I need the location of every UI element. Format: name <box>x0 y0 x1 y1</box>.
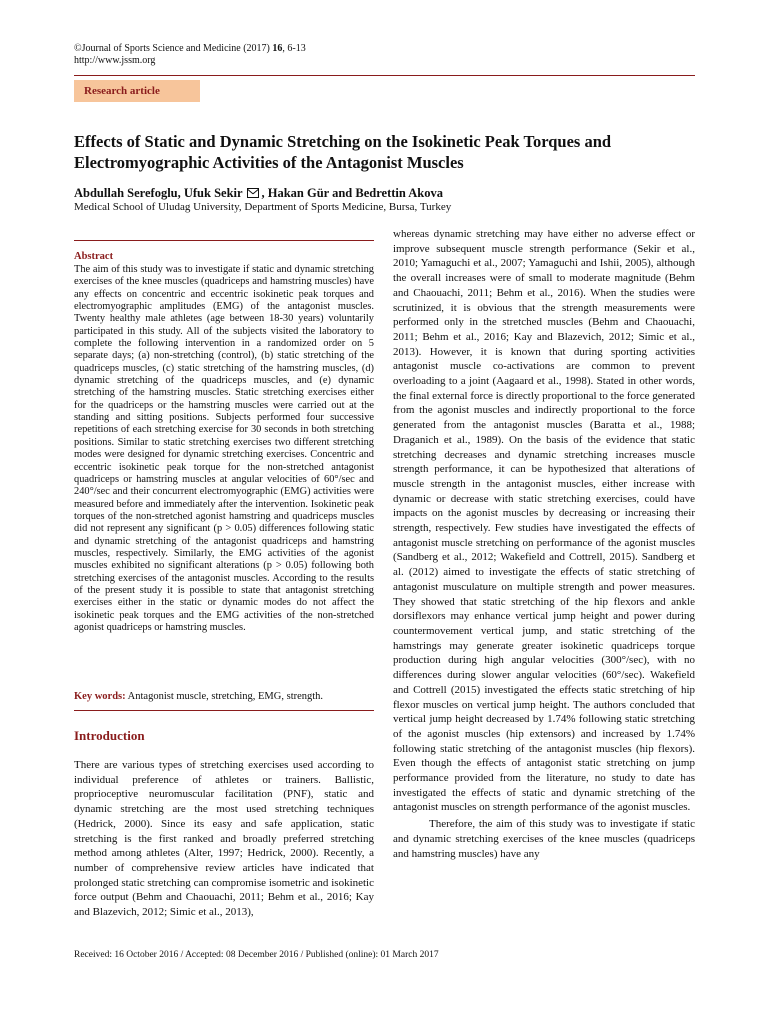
article-type-badge: Research article <box>74 80 200 102</box>
authors-second: , Hakan Gür and Bedrettin Akova <box>261 186 443 200</box>
keywords-text: Antagonist muscle, stretching, EMG, strength. <box>125 691 324 702</box>
journal-prefix: ©Journal of Sports Science and Medicine (2017) <box>74 43 273 54</box>
author-list <box>74 185 443 201</box>
keywords <box>74 690 374 703</box>
keywords-label: Key words: <box>74 691 126 702</box>
affiliation: Medical School of Uludag University, Department of Sports Medicine, Bursa, Turkey <box>74 201 452 213</box>
journal-volume: 16 <box>272 43 283 54</box>
journal-url[interactable]: http://www.jssm.org <box>74 55 156 66</box>
journal-pages: , 6-13 <box>282 43 306 54</box>
publication-dates: Received: 16 October 2016 / Accepted: 08 December 2016 / Published (online): 01 March 2017 <box>74 950 439 960</box>
right-column <box>393 227 695 861</box>
right-column-paragraph-2: Therefore, the aim of this study was to investigate if static and dynamic stretching exercises of the knee muscles (quadriceps and hamstring muscles) have any <box>393 818 695 860</box>
header-divider <box>74 75 695 76</box>
abstract-heading: Abstract <box>74 251 114 262</box>
abstract-text: The aim of this study was to investigate if static and dynamic stretching exercises of the knee muscles (quadriceps and hamstring muscles) have any effects on concentric and eccentric isokinetic peak torques and electromyographic amplitudes (EMG) of the antagonist muscles. Twenty healthy male athletes (age between 18-30 years) voluntarily participated in this study. All of the subjects visited the laboratory to complete the following intervention in a randomized order on 5 separate days; (a) non-stretching (control), (b) static stretching of the quadriceps muscles, (c) static stretching of the hamstring muscles, (d) dynamic stretching of the quadriceps muscles, and (e) dynamic stretching of the hamstring muscles. Static stretching exercises either for the quadriceps or the hamstring muscles were carried out at the standing and sitting positions. Subjects performed four successive repetitions of each stretching exercise for 30 seconds in both stretching positions. Similar to static stretching exercises two different stretching modes were designed for dynamic stretching exercises. Concentric and eccentric isokinetic peak torque for the non-stretched antagonist quadriceps or hamstring muscles at angular velocities of 60°/sec and 240°/sec and their concurrent electromyographic (EMG) activities were measured before and immediately after the intervention. Isokinetic peak torques of the non-stretched agonist hamstring and quadriceps muscles did not represent any significant (p > 0.05) differences following static and dynamic stretching of the antagonist quadriceps and hamstring muscles, respectively. Similarly, the EMG activities of the agonist muscles exhibited no significant alterations (p > 0.05) following both stretching exercises of the antagonist muscles. According to the results of the present study it is possible to state that antagonist stretching exercises either in the static or dynamic modes do not affect the isokinetic peak torques and the EMG activities of the non-stretched agonist quadriceps or hamstring muscles. <box>74 264 374 633</box>
journal-citation <box>74 43 306 55</box>
abstract-bottom-rule <box>74 710 374 711</box>
article-title: Effects of Static and Dynamic Stretching on the Isokinetic Peak Torques and Electromyographic Activities of the Antagonist Muscles <box>74 132 612 172</box>
introduction-heading: Introduction <box>74 728 145 743</box>
authors-first: Abdullah Serefoglu, Ufuk Sekir <box>74 186 243 200</box>
right-column-paragraph-1: whereas dynamic stretching may have either no adverse effect or improve subsequent muscle strength performance (Sekir et al., 2010; Yamaguchi et al., 2007; Yamaguchi and Ishii, 2005), although the overall increases were of small to moderate magnitude (Behm and Chaouachi, 2011; Behm et al., 2016). When the studies were scrutinized, it is obvious that the strength measurements were performed only in the stretched muscles (Behm and Chaouachi, 2011; Behm et al., 2016; Kay and Blazevich, 2012; Simic et al., 2013). However, it is known that during sporting activities antagonist muscle co-activations are common to prevent overloading to a joint (Aagaard et al., 1998). Stated in other words, the final external force is directly proportional to the force generated from the agonist muscles and indirectly proportional to the force generated from the antagonist muscles (Baratta et al., 1988; Draganich et al., 1989). On the basis of the evidence that static stretching decreases and dynamic stretching increases muscle strength performance, it can be hypothesized that alterations of muscle strength in the antagonist muscles, either increase with dynamic or decrease with static stretching exercises, could have impacts on the agonist muscles by decreasing or increasing their strength, respectively. Few studies have investigated the effects of antagonist muscle stretching on performance of the agonist muscles (Sandberg et al., 2012; Wakefield and Cottrell, 2015). Sandberg et al. (2012) aimed to investigate the effects of static stretching of antagonist musculature on multiple strength and power measures. They showed that static stretching of the hip flexors and ankle dorsiflexors may enhance vertical jump height and power during countermovement vertical jump, and static stretching of the hamstrings may generate greater isokinetic quadriceps torque production during high angular velocities (300°/sec), with no differences during slower angular velocities (60°/sec). Wakefield and Cottrell (2015) investigated the effects static stretching of hip flexor muscles on vertical jump height. The authors concluded that vertical jump height decreased by 1.74% following static stretching of the agonist muscles (hip extensors) and increased by 1.74% following static stretching of the antagonist muscles (hip flexors). Even though the effects of antagonist static stretching on jump performance provided from the literature, no study to date has investigated the effects of static and dynamic stretching of the antagonist muscles on strength performance of the agonist muscles. <box>393 228 695 814</box>
introduction-text: There are various types of stretching exercises used according to individual preference of athletes or trainers. Ballistic, proprioceptive neuromuscular facilitation (PNF), static and dynamic stretching are the most used stretching techniques (Hedrick, 2000). Since its easy and safe application, static stretching is the first ranked and broadly preferred stretching method among athletes (Alter, 1997; Hedrick, 2000). Recently, a number of comprehensive review articles have indicated that prolonged static stretching can compromise isometric and isokinetic force output (Behm and Chaouachi, 2011; Behm et al., 2016; Kay and Blazevich, 2012; Simic et al., 2013), <box>74 759 374 919</box>
envelope-icon[interactable] <box>247 188 259 198</box>
abstract-top-rule <box>74 240 374 241</box>
